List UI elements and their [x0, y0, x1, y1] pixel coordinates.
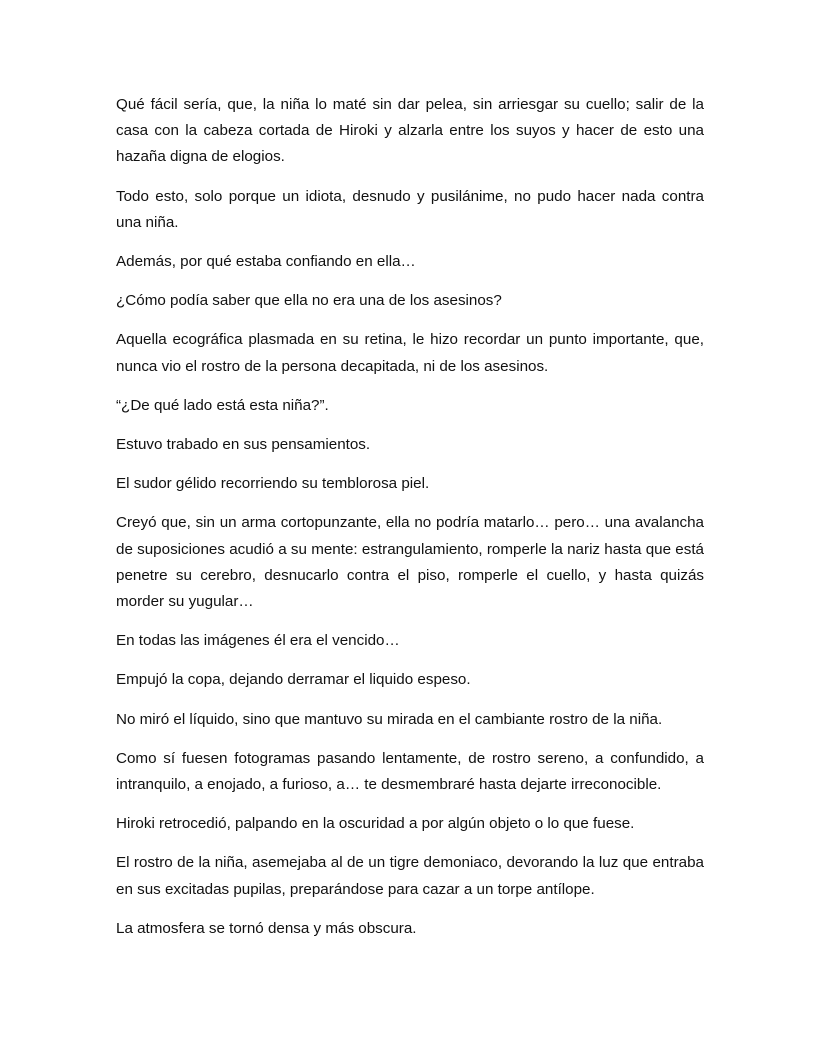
paragraph: Estuvo trabado en sus pensamientos.	[116, 436, 371, 454]
paragraph: Como sí fuesen fotogramas pasando lentamente, de rostro sereno, a confundido, a intranquilo, a enojado, a furioso, a… te desmembraré hasta dejarte irreconocible.	[116, 749, 704, 794]
paragraph: “¿De qué lado está esta niña?”.	[116, 396, 329, 414]
paragraph: ¿Cómo podía saber que ella no era una de los asesinos?	[116, 292, 502, 310]
paragraph: No miró el líquido, sino que mantuvo su mirada en el cambiante rostro de la niña.	[116, 710, 663, 728]
paragraph: Todo esto, solo porque un idiota, desnudo y pusilánime, no pudo hacer nada contra una niña.	[116, 187, 704, 231]
paragraph: Qué fácil sería, que, la niña lo maté sin dar pelea, sin arriesgar su cuello; salir de la casa con la cabeza cortada de Hiroki y alzarla entre los suyos y hacer de esto una hazaña digna de elogios.	[116, 96, 704, 166]
paragraph: El sudor gélido recorriendo su temblorosa piel.	[116, 475, 430, 493]
paragraph: Empujó la copa, dejando derramar el liquido espeso.	[116, 671, 471, 689]
body-text	[116, 92, 704, 942]
paragraph: Creyó que, sin un arma cortopunzante, ella no podría matarlo… pero… una avalancha de suposiciones acudió a su mente: estrangulamiento, romperle la nariz hasta que está penetre su cerebro, desnucarlo contra el piso, romperle el cuello, y hasta quizás morder su yugular…	[116, 514, 704, 611]
paragraph: En todas las imágenes él era el vencido…	[116, 632, 400, 650]
paragraph: Además, por qué estaba confiando en ella…	[116, 253, 416, 271]
paragraph: La atmosfera se tornó densa y más obscura.	[116, 919, 417, 937]
paragraph: Aquella ecográfica plasmada en su retina, le hizo recordar un punto importante, que, nunca vio el rostro de la persona decapitada, ni de los asesinos.	[116, 331, 704, 375]
paragraph: Hiroki retrocedió, palpando en la oscuridad a por algún objeto o lo que fuese.	[116, 815, 635, 833]
paragraph: El rostro de la niña, asemejaba al de un tigre demoniaco, devorando la luz que entraba en sus excitadas pupilas, preparándose para cazar a un torpe antílope.	[116, 854, 704, 898]
